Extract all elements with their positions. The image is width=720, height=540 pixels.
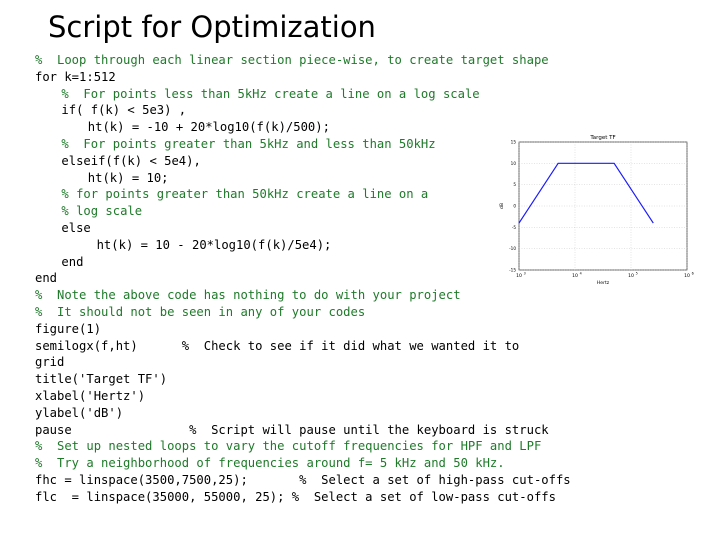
code-line: if( f(k) < 5e3) ,	[61, 103, 187, 118]
x-tick-label: 10	[628, 274, 634, 279]
x-tick-exponent: 3	[523, 271, 526, 276]
x-tick-exponent: 6	[691, 271, 694, 276]
code-line: pause % Script will pause until the keyboard is struck	[35, 422, 549, 437]
y-tick-label: 10	[510, 160, 516, 166]
code-line: grid	[35, 355, 65, 370]
code-line: else	[61, 220, 91, 235]
code-line: end	[61, 254, 84, 269]
target-tf-plot	[497, 130, 699, 290]
y-tick-label: 15	[510, 139, 516, 145]
code-line: xlabel('Hertz')	[35, 388, 146, 403]
y-tick-label: 0	[513, 203, 516, 209]
code-line: elseif(f(k) < 5e4),	[61, 153, 201, 168]
code-line: semilogx(f,ht) % Check to see if it did what we wanted it to	[35, 338, 520, 353]
code-line: % Set up nested loops to vary the cutoff frequencies for HPF and LPF	[35, 439, 542, 454]
code-line: fhc = linspace(3500,7500,25); % Select a set of high-pass cut-offs	[35, 472, 571, 487]
code-line: % log scale	[61, 204, 143, 219]
code-line: % Note the above code has nothing to do with your project	[35, 288, 461, 303]
code-line: % for points greater than 50kHz create a line on a	[61, 187, 429, 202]
code-line: % For points less than 5kHz create a line on a log scale	[61, 86, 480, 101]
code-line: ylabel('dB')	[35, 405, 124, 420]
x-tick-label: 10	[572, 274, 578, 279]
y-tick-label: -5	[511, 224, 516, 230]
x-tick-label: 10	[684, 274, 690, 279]
y-tick-label: -10	[509, 246, 516, 252]
series-line	[519, 163, 653, 223]
code-line: figure(1)	[35, 321, 102, 336]
x-tick-label: 10	[516, 274, 522, 279]
y-axis-label: dB	[500, 202, 505, 210]
code-line: % Try a neighborhood of frequencies around f= 5 kHz and 50 kHz.	[35, 456, 505, 471]
code-line: % It should not be seen in any of your codes	[35, 304, 366, 319]
code-line: end	[35, 271, 58, 286]
code-line: for k=1:512	[35, 69, 116, 84]
x-axis-label: Hertz	[596, 281, 610, 286]
x-tick-exponent: 5	[635, 271, 638, 276]
code-line: title('Target TF')	[35, 372, 168, 387]
y-tick-label: -15	[509, 267, 516, 273]
code-line: % For points greater than 5kHz and less than 50kHz	[61, 136, 436, 151]
x-tick-exponent: 4	[579, 271, 582, 276]
y-tick-label: 5	[513, 182, 516, 188]
code-line: ht(k) = 10;	[87, 170, 169, 185]
code-line: ht(k) = -10 + 20*log10(f(k)/500);	[87, 120, 330, 135]
slide-title: Script for Optimization	[48, 10, 376, 44]
code-line: % Loop through each linear section piece-wise, to create target shape	[35, 53, 549, 67]
code-line: ht(k) = 10 - 20*log10(f(k)/5e4);	[96, 237, 332, 252]
chart-title: Target TF	[590, 135, 616, 141]
code-line: flc = linspace(35000, 55000, 25); % Select a set of low-pass cut-offs	[35, 489, 556, 504]
